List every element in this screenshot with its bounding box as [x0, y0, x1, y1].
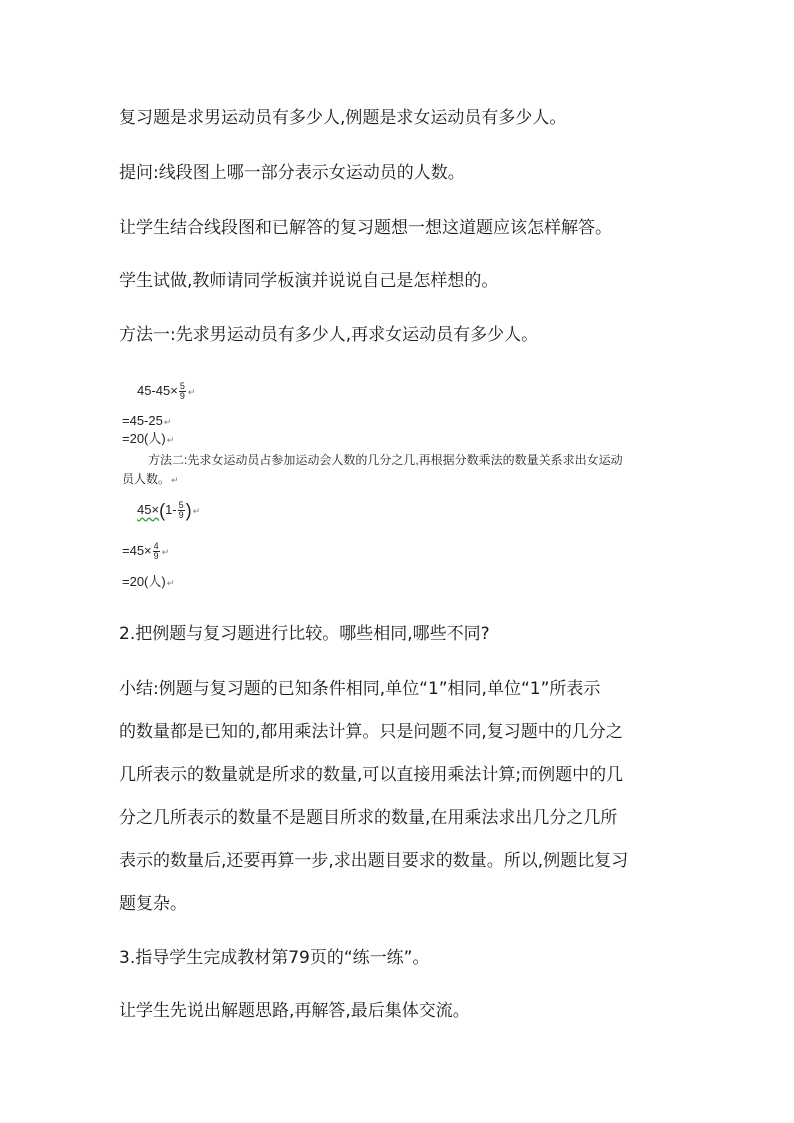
method2-step2: =45× $\frac{4}{9}$ ↵	[122, 541, 170, 561]
paragraph-practice: 3.指导学生完成教材第79页的“练一练”。	[119, 948, 430, 968]
paragraph-question: 提问:线段图上哪一部分表示女运动员的人数。	[119, 163, 465, 183]
summary-line-6: 题复杂。	[119, 894, 187, 914]
method2-description-line2: 员人数。↵	[122, 472, 179, 486]
return-mark: ↵	[166, 578, 175, 588]
method1-step2: =45-25↵	[122, 413, 172, 428]
summary-line-3: 几所表示的数量就是所求的数量,可以直接用乘法计算;而例题中的几	[119, 765, 624, 785]
summary-line-2: 的数量都是已知的,都用乘法计算。只是问题不同,复习题中的几分之	[119, 722, 623, 742]
return-mark: ↵	[163, 417, 172, 427]
summary-line-4: 分之几所表示的数量不是题目所求的数量,在用乘法求出几分之几所	[119, 808, 618, 828]
method2-description-line1: 方法二:先求女运动员占参加运动会人数的几分之几,再根据分数乘法的数量关系求出女运动	[148, 453, 623, 467]
method1-expression: 45-45× $\frac{5}{9}$ ↵	[137, 381, 196, 401]
return-mark: ↵	[166, 435, 175, 445]
paragraph-think: 让学生结合线段图和已解答的复习题想一想这道题应该怎样解答。	[119, 218, 612, 238]
return-mark: ↵	[187, 386, 196, 397]
return-mark: ↵	[161, 546, 170, 557]
method2-result: =20(人)↵	[122, 574, 175, 589]
paragraph-review-vs-example: 复习题是求男运动员有多少人,例题是求女运动员有多少人。	[119, 108, 567, 128]
paragraph-student-try: 学生试做,教师请同学板演并说说自己是怎样想的。	[119, 271, 499, 291]
fraction: $\frac{5}{9}$	[178, 500, 184, 520]
method1-result: =20(人)↵	[122, 431, 175, 446]
method2-expression: 45×(1- $\frac{5}{9}$ )↵	[137, 500, 201, 521]
summary-line-1: 小结:例题与复习题的已知条件相同,单位“1”相同,单位“1”所表示	[119, 679, 601, 699]
paragraph-method-one: 方法一:先求男运动员有多少人,再求女运动员有多少人。	[119, 325, 539, 345]
fraction: $\frac{5}{9}$	[179, 381, 185, 401]
paragraph-discussion: 让学生先说出解题思路,再解答,最后集体交流。	[119, 1001, 470, 1021]
return-mark: ↵	[192, 505, 201, 516]
return-mark: ↵	[171, 475, 179, 485]
fraction: $\frac{4}{9}$	[153, 541, 159, 561]
summary-line-5: 表示的数量后,还要再算一步,求出题目要求的数量。所以,例题比复习	[119, 851, 629, 871]
paragraph-compare: 2.把例题与复习题进行比较。哪些相同,哪些不同?	[119, 624, 490, 644]
